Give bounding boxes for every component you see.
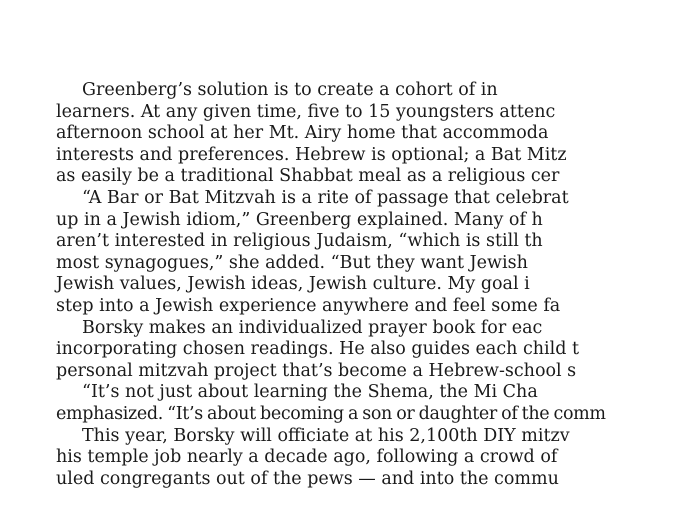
text-line: as easily be a traditional Shabbat meal as a religious cer	[56, 166, 560, 187]
text-line: This year, Borsky will officiate at his 2,100th DIY mitzv	[82, 425, 570, 446]
text-line: afternoon school at her Mt. Airy home that accommoda	[56, 123, 549, 144]
text-line: “It’s not just about learning the Shema, the Mi Cha	[82, 382, 538, 403]
text-line: learners. At any given time, five to 15 youngsters attenc	[56, 101, 556, 122]
text-line: Greenberg’s solution is to create a cohort of in	[82, 80, 498, 100]
text-line: up in a Jewish idiom,” Greenberg explained. Many of h	[56, 209, 543, 230]
article-body	[56, 80, 676, 490]
text-line: Borsky makes an individualized prayer book for eac	[82, 317, 543, 338]
text-line: his temple job nearly a decade ago, following a crowd of	[56, 447, 558, 468]
text-line: emphasized. “It’s about becoming a son or daughter of the comm	[56, 403, 606, 424]
text-line: uled congregants out of the pews — and into the commu	[56, 468, 559, 489]
text-line: aren’t interested in religious Judaism, “which is still th	[56, 231, 543, 252]
text-line: Jewish values, Jewish ideas, Jewish culture. My goal i	[56, 274, 530, 295]
text-line: incorporating chosen readings. He also guides each child t	[56, 339, 580, 360]
text-line: step into a Jewish experience anywhere and feel some fa	[56, 295, 561, 316]
text-line: personal mitzvah project that’s become a Hebrew-school s	[56, 360, 577, 381]
text-line: interests and preferences. Hebrew is optional; a Bat Mitz	[56, 144, 567, 165]
text-line: “A Bar or Bat Mitzvah is a rite of passage that celebrat	[82, 187, 569, 208]
text-line: most synagogues,” she added. “But they want Jewish	[56, 252, 528, 273]
